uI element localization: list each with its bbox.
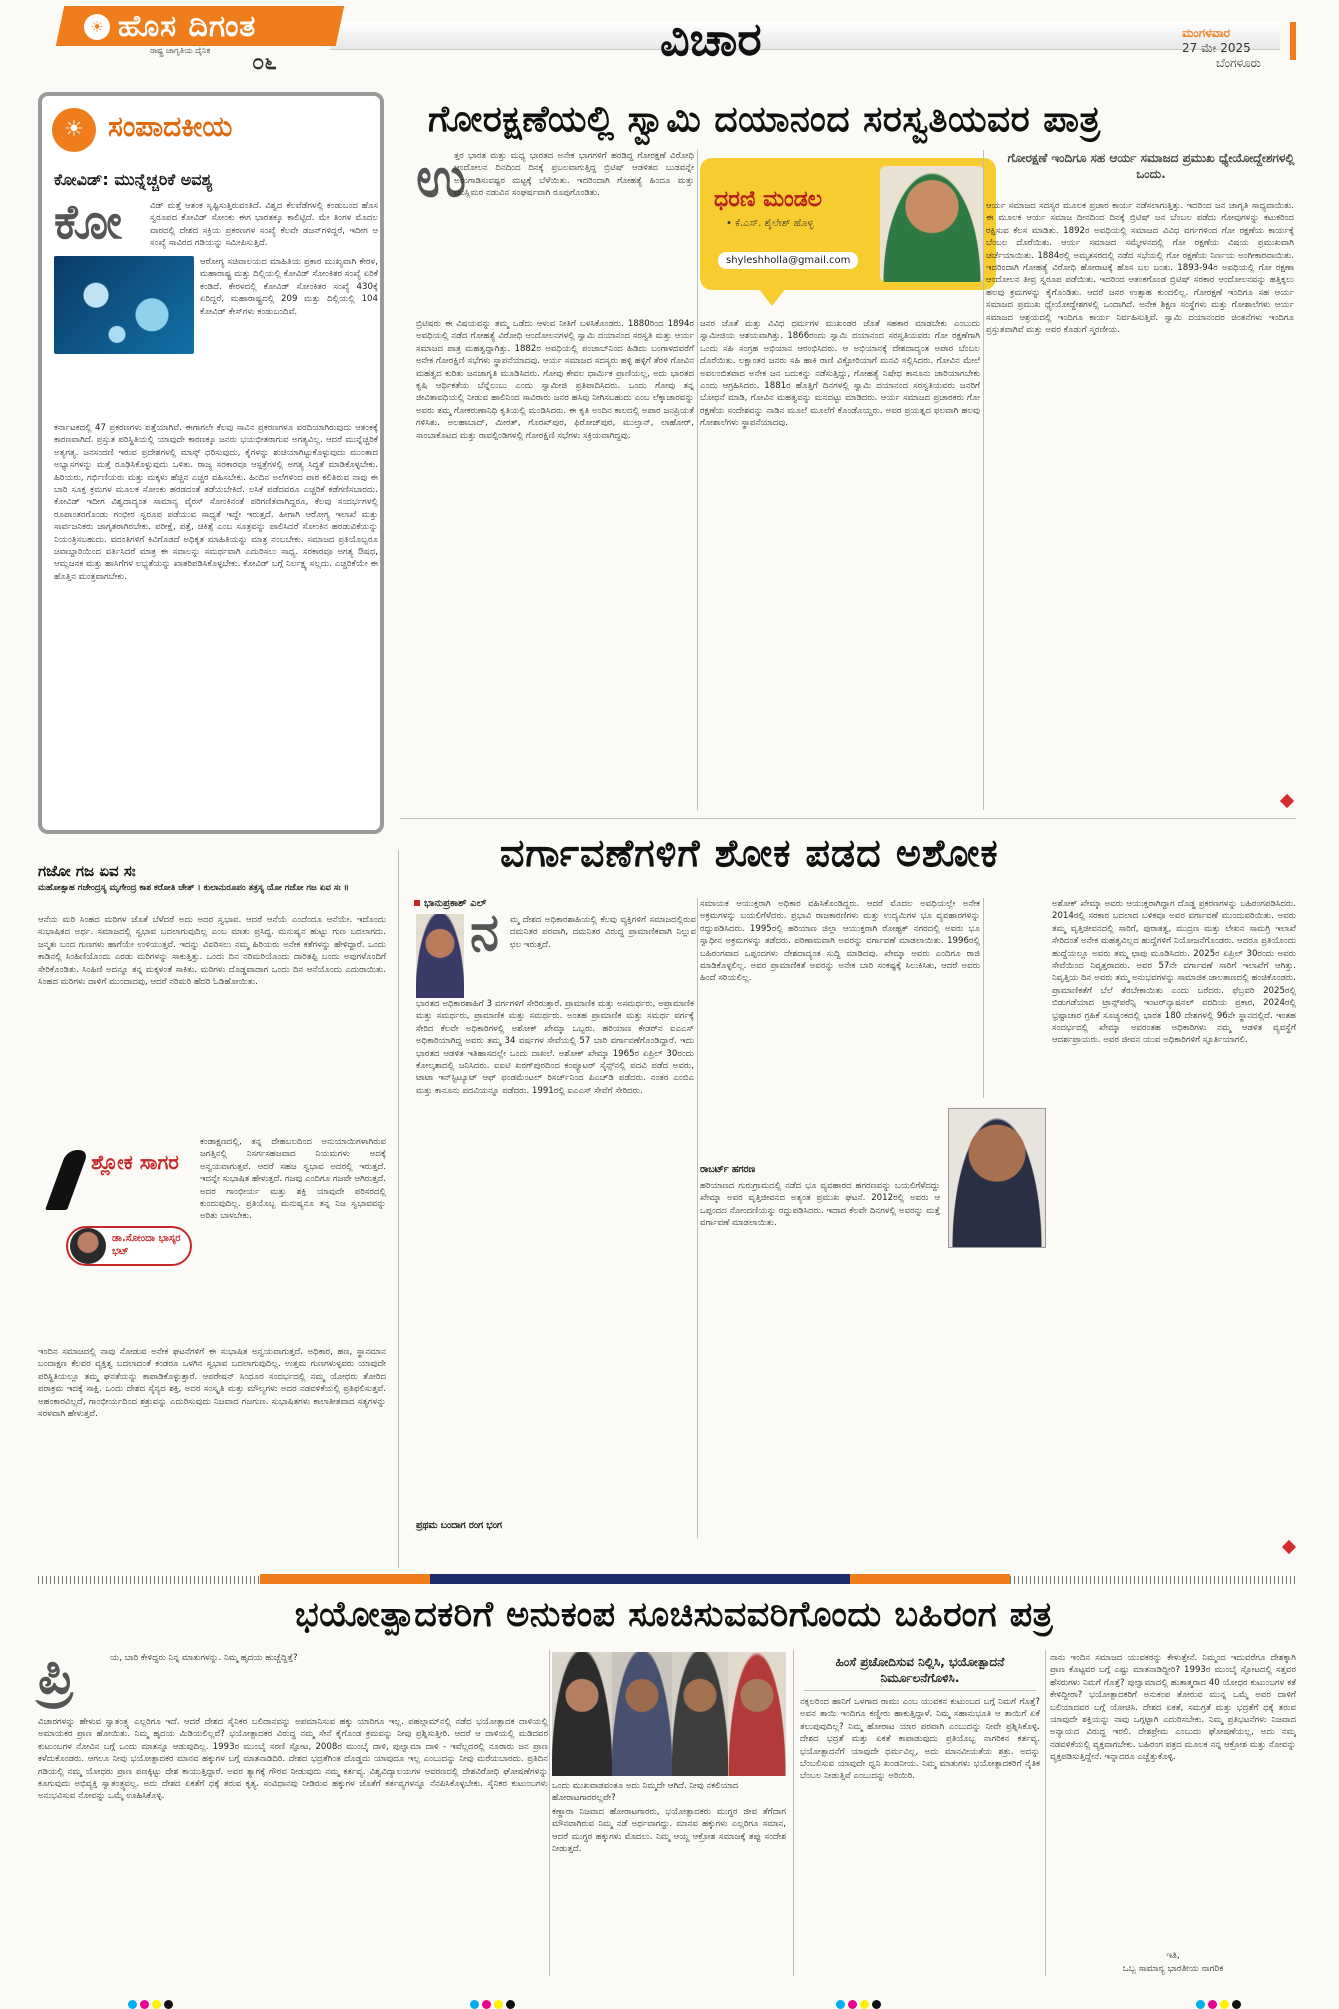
article1-col-b: ಬ್ರಿಟಿಷರು ಈ ವಿಷಯವನ್ನು ತಮ್ಮ ಒಡೆದು ಆಳುವ ನೀತಿಗೆ ಬಳಸಿಕೊಂಡರು. 1880ರಿಂದ 1894ರ ಅವಧಿಯಲ್ಲಿ ನಡೆದ ಗೋಹತ್ಯೆ ವಿರೋಧಿ ಆಂದೋಲನಗಳಲ್ಲಿ ಸ್ವಾಮಿ ದಯಾನಂದ ಸರಸ್ವತಿ ಮತ್ತು ಆರ್ಯ ಸಮಾಜದ ಪಾತ್ರ ಮಹತ್ವದ್ದಾಗಿತ್ತು. 1882ರ ಅವಧಿಯಲ್ಲಿ ಪಂಜಾಬ್‌ನಿಂದ ಹಿಡಿದು ಬಂಗಾಳದವರೆಗೆ ಅನೇಕ ಗೋರಕ್ಷಿಣಿ ಸಭೆಗಳು ಸ್ಥಾಪನೆಯಾದವು. ಆರ್ಯ ಸಮಾಜದ ಸದಸ್ಯರು ಹಳ್ಳಿ ಹಳ್ಳಿಗೆ ತೆರಳಿ ಗೋವಿನ ಮಹತ್ವದ ಕುರಿತು ಜನಜಾಗೃತಿ ಮೂಡಿಸಿದರು. ಗೋವು ಕೇವಲ ಧಾರ್ಮಿಕ ಪ್ರಾಣಿಯಲ್ಲ, ಅದು ಭಾರತದ ಕೃಷಿ ಆರ್ಥಿಕತೆಯ ಬೆನ್ನೆಲುಬು ಎಂದು ಸ್ವಾಮೀಜಿ ಪ್ರತಿಪಾದಿಸಿದರು. ಒಂದು ಗೋವು ತನ್ನ ಜೀವಿತಾವಧಿಯಲ್ಲಿ ನೀಡುವ ಹಾಲಿನಿಂದ ಸಾವಿರಾರು ಜನರ ಹಸಿವು ನೀಗಿಸಬಹುದು ಎಂಬ ಲೆಕ್ಕಾಚಾರವನ್ನು ಅವರು ತಮ್ಮ ಗೋಕರುಣಾನಿಧಿ ಕೃತಿಯಲ್ಲಿ ಮಂಡಿಸಿದರು. ಈ ಕೃತಿ ಅಂದಿನ ಕಾಲದಲ್ಲಿ ಅಪಾರ ಜನಪ್ರಿಯತೆ ಗಳಿಸಿತು. ಅಲಹಾಬಾದ್, ಮೀರತ್, ಗೊರಖ್‌ಪುರ, ಫಿರೋಜ್‌ಪುರ, ಮುಲ್ತಾನ್, ಲಾಹೋರ್, ಸಾಂಬಾಕೊಟದ ಮತ್ತು ರಾವಲ್ಪಿಂಡಿಗಳಲ್ಲಿ ಗೋರಕ್ಷಿಣಿ ಸಭೆಗಳು ಸಕ್ರಿಯವಾಗಿದ್ದವು. — [416, 319, 694, 441]
gajagaja-headline: ಗಜೋ ಗಜ ಏವ ಸಃ — [38, 862, 136, 880]
article2-headline: ವರ್ಗಾವಣೆಗಳಿಗೆ ಶೋಕ ಪಡದ ಅಶೋಕ — [500, 830, 999, 875]
gajagaja-para-1: ಆನೆಯ ಮರಿ ಸಿಂಹದ ಮರಿಗಳ ಜೊತೆ ಬೆಳೆದರೆ ಅದು ಅದರ ಸ್ವಭಾವ. ಆದರೆ ಆನೆಯೆ ಎಂದೆಂದೂ ಆನೆಯೇ. ಇದೊಂದು ಸುಭಾಷಿತದ ಅರ್ಥ. ಸಮಾಜದಲ್ಲಿ ಸ್ವಭಾವ ಬದಲಾಗುವುದಿಲ್ಲ ಎಂಬ ಮಾತು ಪ್ರಸಿದ್ಧ. ಮನುಷ್ಯನ ಹುಟ್ಟು ಗುಣ ಬದಲಾಗದು. ಜನ್ಮತಃ ಬಂದ ಗುಣಗಳು ಹಾಗೆಯೇ ಉಳಿಯುತ್ತವೆ. ಇದನ್ನು ವಿವರಿಸಲು ನಮ್ಮ ಹಿರಿಯರು ಅನೇಕ ಕತೆಗಳನ್ನು ಹೇಳಿದ್ದಾರೆ. ಒಂದು ಕಾಡಿನಲ್ಲಿ ಸಿಂಹಿಣಿಯೊಂದು ಎರಡು ಮರಿಗಳನ್ನು ಸಾಕುತ್ತಿತ್ತು. ಒಂದು ದಿನ ನರಿಮರಿಯೊಂದು ದಾರಿತಪ್ಪಿ ಬಂದು ಅವುಗಳೊಂದಿಗೆ ಸೇರಿಕೊಂಡಿತು. ಸಿಂಹಿಣಿ ಅದನ್ನೂ ತನ್ನ ಮಕ್ಕಳಂತೆ ಸಾಕಿತು. ಮರಿಗಳು ದೊಡ್ಡವಾದಾಗ ಒಂದು ದಿನ ಆನೆಯೊಂದು ಎದುರಾಯಿತು. ಸಿಂಹದ ಮರಿಗಳು ದಾಳಿಗೆ ಮುಂದಾದವು, ಆದರೆ ನರಿಮರಿ ಹೆದರಿ ಓಡಿಹೋಯಿತು. — [38, 915, 386, 988]
article3-col-a: ಯ, ಬಾರಿ ಕೇಳಿದ್ದರು ನಿನ್ನ ಮಾತುಗಳನ್ನು. ನಿಮ್ಮ ಹೃದಯ ಹುಚ್ಚೆದ್ದಿತ್ತೆ? — [110, 1653, 298, 1663]
masthead-band — [330, 22, 1280, 50]
author-photo — [880, 166, 984, 282]
divider — [983, 898, 984, 1098]
article3-headline: ಭಯೋತ್ಪಾದಕರಿಗೆ ಅನುಕಂಪ ಸೂಚಿಸುವವರಿಗೊಂದು ಬಹಿರಂಗ ಪತ್ರ — [294, 1594, 1054, 1635]
registration-marks — [128, 1994, 188, 2004]
article1-dropcap: ಉ — [416, 146, 467, 209]
divider — [549, 1650, 550, 1976]
masthead-accent — [1290, 22, 1296, 60]
divider — [793, 1650, 794, 1976]
registration-marks — [1196, 1994, 1256, 2004]
date: 27 ಮೇ 2025 — [1182, 41, 1251, 55]
logo-tagline: ರಾಷ್ಟ್ರ ಜಾಗೃತಿಯ ದೈನಿಕ — [150, 46, 211, 55]
article3-dropcap: ಪ್ರಿ — [38, 1646, 74, 1706]
editorial-para-3: ಕರ್ನಾಟಕದಲ್ಲಿ 47 ಪ್ರಕರಣಗಳು ಪತ್ತೆಯಾಗಿವೆ. ಈಗಾಗಲೇ ಕೆಲವು ಸಾವಿನ ಪ್ರಕರಣಗಳೂ ವರದಿಯಾಗಿರುವುದು ಆತಂಕಕ್ಕೆ ಕಾರಣವಾಗಿದೆ. ಪ್ರಸ್ತುತ ಪರಿಸ್ಥಿತಿಯಲ್ಲಿ ಯಾವುದೇ ಕಾರಣಕ್ಕೂ ಜನರು ಭಯಭೀತರಾಗುವ ಅಗತ್ಯವಿಲ್ಲ. ಆದರೆ ಮುನ್ನೆಚ್ಚರಿಕೆ ಅತ್ಯಗತ್ಯ. ಜನಸಂದಣಿ ಇರುವ ಪ್ರದೇಶಗಳಲ್ಲಿ ಮಾಸ್ಕ್ ಧರಿಸುವುದು, ಕೈಗಳನ್ನು ಶುಚಿಯಾಗಿಟ್ಟುಕೊಳ್ಳುವುದು ಮುಂತಾದ ಅಭ್ಯಾಸಗಳನ್ನು ಮತ್ತೆ ರೂಢಿಸಿಕೊಳ್ಳುವುದು ಒಳಿತು. ರಾಜ್ಯ ಸರಕಾರವೂ ಆಸ್ಪತ್ರೆಗಳಲ್ಲಿ ಅಗತ್ಯ ಸಿದ್ಧತೆ ಮಾಡಿಕೊಳ್ಳಬೇಕು. ಹಿರಿಯರು, ಗರ್ಭಿಣಿಯರು ಮತ್ತು ಮಕ್ಕಳು ಹೆಚ್ಚಿನ ಎಚ್ಚರ ವಹಿಸಬೇಕು. ಹಿಂದಿನ ಅಲೆಗಳಿಂದ ಪಾಠ ಕಲಿತಿರುವ ನಾವು ಈ ಬಾರಿ ಸೂಕ್ತ ಕ್ರಮಗಳ ಮೂಲಕ ಸೋಂಕು ಹರಡದಂತೆ ತಡೆಯಬೇಕಿದೆ. ಲಸಿಕೆ ಪಡೆದವರೂ ಎಚ್ಚರಿಕೆ ಕಡೆಗಣಿಸಬಾರದು. ಕೋವಿಡ್ ಇದೀಗ ವಿಶ್ವದಾದ್ಯಂತ ಸಾಮಾನ್ಯ ವೈರಸ್ ಸೋಂಕಿನಂತೆ ಪರಿಗಣಿತವಾಗಿದ್ದರೂ, ಕೆಲವು ಸಂದರ್ಭಗಳಲ್ಲಿ ರೂಪಾಂತರಗೊಂಡು ಗಂಭೀರ ಸ್ವರೂಪ ಪಡೆಯುವ ಸಾಧ್ಯತೆ ಇದ್ದೇ ಇರುತ್ತದೆ. ಹೀಗಾಗಿ ಆರೋಗ್ಯ ಇಲಾಖೆ ಮತ್ತು ಸಾರ್ವಜನಿಕರು ಜಾಗೃತರಾಗಿರಬೇಕು. ಪರೀಕ್ಷೆ, ಪತ್ತೆ, ಚಿಕಿತ್ಸೆ ಎಂಬ ಸೂತ್ರವನ್ನು ಪಾಲಿಸಿದರೆ ಸೋಂಕಿನ ಹರಡುವಿಕೆಯನ್ನು ನಿಯಂತ್ರಿಸಬಹುದು. ವದಂತಿಗಳಿಗೆ ಕಿವಿಗೊಡದೆ ಅಧಿಕೃತ ಮಾಹಿತಿಯನ್ನು ಮಾತ್ರ ನಂಬಬೇಕು. ಸಮಾಜದ ಪ್ರತಿಯೊಬ್ಬರೂ ಜವಾಬ್ದಾರಿಯಿಂದ ವರ್ತಿಸಿದರೆ ಮಾತ್ರ ಈ ಸವಾಲನ್ನು ಸಮರ್ಥವಾಗಿ ಎದುರಿಸಲು ಸಾಧ್ಯ. ಸರಕಾರವೂ ಅಗತ್ಯ ಔಷಧ, ಆಮ್ಲಜನಕ ಮತ್ತು ಹಾಸಿಗೆಗಳ ಲಭ್ಯತೆಯನ್ನು ಖಾತರಿಪಡಿಸಿಕೊಳ್ಳಬೇಕು. ಕೋವಿಡ್ ಬಗ್ಗೆ ನಿರ್ಲಕ್ಷ್ಯ ಸಲ್ಲದು. ಎಚ್ಚರಿಕೆಯೇ ಈ ಹೊತ್ತಿನ ಮಂತ್ರವಾಗಬೇಕು. — [54, 423, 378, 582]
article1-deck: ಗೋರಕ್ಷಣೆ ಇಂದಿಗೂ ಸಹ ಆರ್ಯ ಸಮಾಜದ ಪ್ರಮುಖ ಧ್ಯೇಯೋದ್ದೇಶಗಳಲ್ಲಿ ಒಂದು. — [1007, 151, 1295, 181]
page-number: ೦೬ — [252, 50, 277, 75]
divider — [804, 1690, 1036, 1691]
newspaper-logo: ಹೊಸ ದಿಗಂತ — [118, 9, 257, 44]
person-photo-3 — [672, 1652, 728, 1776]
article3-col-e: ನಾನು ಇಂದಿನ ಸಮಾಜದ ಯುವಕರನ್ನು ಕೇಳುತ್ತೇನೆ. ನಿಮ್ಮಂದ ಇದುವರೆಗೂ ದೇಶಕ್ಕಾಗಿ ಪ್ರಾಣ ಕೊಟ್ಟವರ ಬಗ್ಗೆ ಎಷ್ಟು ಮಾತನಾಡಿದ್ದೀರಿ? 1993ರ ಮುಂಬೈ ಸ್ಫೋಟದಲ್ಲಿ ಸತ್ತವರ ಹೆಸರುಗಳು ನಿಮಗೆ ಗೊತ್ತೆ? ಪುಲ್ವಾಮಾದಲ್ಲಿ ಹುತಾತ್ಮರಾದ 40 ಯೋಧರ ಕುಟುಂಬಗಳ ಕತೆ ಕೇಳಿದ್ದೀರಾ? ಭಯೋತ್ಪಾದಕರಿಗೆ ಅನುಕಂಪ ತೋರುವ ಮುನ್ನ ಒಮ್ಮೆ ಅವರ ದಾಳಿಗೆ ಬಲಿಯಾದವರ ಬಗ್ಗೆ ಯೋಚಿಸಿ. ದೇಶದ ಏಕತೆ, ಸಮಗ್ರತೆ ಮತ್ತು ಭದ್ರತೆಗೆ ಧಕ್ಕೆ ತರುವ ಯಾವುದೇ ಶಕ್ತಿಯನ್ನು ನಾವು ಒಗ್ಗಟ್ಟಾಗಿ ಎದುರಿಸಬೇಕು. ನಿಮ್ಮ ಪ್ರತಿಭಟನೆಗಳು ನಿಜವಾದ ಅನ್ಯಾಯದ ವಿರುದ್ಧ ಇರಲಿ. ದೇಶಪ್ರೇಮ ಎಂಬುದು ಘೋಷಣೆಯಲ್ಲ, ಅದು ನಮ್ಮ ನಡವಳಿಕೆಯಲ್ಲಿ ವ್ಯಕ್ತವಾಗಬೇಕು. ಬಹಿರಂಗ ಪತ್ರದ ಮೂಲಕ ನನ್ನ ಆಕ್ರೋಶ ಮತ್ತು ನೋವನ್ನು ವ್ಯಕ್ತಪಡಿಸುತ್ತಿದ್ದೇನೆ. ಇನ್ನಾದರೂ ಎಚ್ಚೆತ್ತುಕೊಳ್ಳಿ. — [1050, 1653, 1296, 1763]
article3-photos — [552, 1652, 786, 1776]
article3-signature — [1050, 1950, 1296, 1976]
article2-byline: ಭಾನುಪ್ರಕಾಶ್ ಎಲ್ — [414, 898, 486, 909]
article1-headline: ಗೋರಕ್ಷಣೆಯಲ್ಲಿ ಸ್ವಾಮಿ ದಯಾನಂದ ಸರಸ್ವತಿಯವರ ಪಾತ್ರ — [428, 98, 1101, 140]
gajagaja-para-2: ಕಂಡಾಕ್ಷಣದಲ್ಲಿ, ತನ್ನ ದೇಹಬಲದಿಂದ ಅನುಯಾಯಿಗಳಾಗಿರುವ ಜಗತ್ತಿನಲ್ಲಿ ನಿಸರ್ಗಸಹಜವಾದ ನಿಯಮಗಳು ಅದಕ್ಕೆ ಅನ್ವಯವಾಗುತ್ತವೆ. ಆದರೆ ಸಹಜ ಸ್ವಭಾವ ಅದರಲ್ಲಿ ಇರುತ್ತದೆ. ಇದನ್ನೇ ಸುಭಾಷಿತ ಹೇಳುತ್ತದೆ. ಗಜವು ಎಂದಿಗೂ ಗಜವೇ ಆಗಿರುತ್ತದೆ. ಅದರ ಗಾಂಭೀರ್ಯ ಮತ್ತು ಶಕ್ತಿ ಯಾವುದೇ ಪರಿಸರದಲ್ಲಿ ಕುಂದುವುದಿಲ್ಲ. ಪ್ರತಿಯೊಬ್ಬ ಮನುಷ್ಯನೂ ತನ್ನ ನಿಜ ಸ್ವಭಾವವನ್ನು ಅರಿತು ಬಾಳಬೇಕು. — [200, 1137, 386, 1222]
editorial-title: ಕೋವಿಡ್: ಮುನ್ನೆಚ್ಚರಿಕೆ ಅವಶ್ಯ — [54, 170, 213, 189]
city: ಬೆಂಗಳೂರು — [1216, 56, 1261, 70]
registration-marks — [470, 1994, 530, 2004]
weekday: ಮಂಗಳವಾರ — [1182, 26, 1231, 40]
article1-col-c: ಜನರ ಜೊತೆ ಮತ್ತು ವಿವಿಧ ಧರ್ಮಗಳ ಮುಖಂಡರ ಜೊತೆ ಸಹಕಾರ ಮಾಡಬೇಕು ಎಂಬುದು ಸ್ವಾಮೀಜಿಯ ಆಶಯವಾಗಿತ್ತು. 1866ರಂದು ಸ್ವಾಮಿ ದಯಾನಂದ ಸರಸ್ವತಿಯವರು ಗೋ ರಕ್ಷಣೆಗಾಗಿ ಒಂದು ಸಹಿ ಸಂಗ್ರಹ ಅಭಿಯಾನ ಆರಂಭಿಸಿದರು. ಆ ಅಭಿಯಾನಕ್ಕೆ ದೇಶದಾದ್ಯಂತ ಅಪಾರ ಬೆಂಬಲ ದೊರೆಯಿತು. ಲಕ್ಷಾಂತರ ಜನರು ಸಹಿ ಹಾಕಿ ರಾಣಿ ವಿಕ್ಟೋರಿಯಾಗೆ ಮನವಿ ಸಲ್ಲಿಸಿದರು. ಗೋವಿನ ಮೇಲೆ ಅವಲಂಬಿತವಾದ ಅನೇಕ ಜನ ಬದುಕನ್ನು ನಡೆಸುತ್ತಿದ್ದು, ಗೋಹತ್ಯೆ ನಿಷೇಧ ಕಾನೂನು ಜಾರಿಯಾಗಬೇಕು ಎಂದು ಆಗ್ರಹಿಸಿದರು. 1881ರ ಹೊತ್ತಿಗೆ ದಿನಗಳಲ್ಲಿ ಸ್ವಾಮಿ ದಯಾನಂದ ಸರಸ್ವತಿಯವರು ಜನರಿಗೆ ಬೋಧನೆ ಮಾಡಿ, ಗೋವಿನ ಮಹತ್ವವನ್ನು ಮನದಟ್ಟು ಮಾಡಿದರು. ಆರ್ಯ ಸಮಾಜದ ಪ್ರಚಾರಕರು ಗೋ ರಕ್ಷಣೆಯ ಸಂದೇಶವನ್ನು ನಾಡಿನ ಮೂಲೆ ಮೂಲೆಗೆ ಕೊಂಡೊಯ್ದರು. ಅವರ ಪ್ರಯತ್ನದ ಫಲವಾಗಿ ಹಲವು ಗೋಶಾಲೆಗಳು ಸ್ಥಾಪನೆಯಾದವು. — [700, 319, 980, 429]
article2-col-d: ಅಶೋಕ್ ಖೇಮ್ಕಾ ಅವರು ಆಯುಕ್ತರಾಗಿದ್ದಾಗ ದೊಡ್ಡ ಪ್ರಕರಣಗಳನ್ನು ಬಹಿರಂಗಪಡಿಸಿದರು. 2014ರಲ್ಲಿ ಸರಕಾರ ಬದಲಾದ ಬಳಿಕವೂ ಅವರ ವರ್ಗಾವಣೆ ಮುಂದುವರಿಯಿತು. ಅವರು ತಮ್ಮ ವೃತ್ತಿಜೀವನದಲ್ಲಿ ಸಾರಿಗೆ, ಪುರಾತತ್ವ, ಮುದ್ರಣ ಮತ್ತು ಲೇಖನ ಸಾಮಗ್ರಿ ಇಲಾಖೆ ಸೇರಿದಂತೆ ಅನೇಕ ಮಹತ್ವವಿಲ್ಲದ ಹುದ್ದೆಗಳಿಗೆ ನಿಯೋಜನೆಗೊಂಡರು. ಆದರೂ ಪ್ರತಿಯೊಂದು ಹುದ್ದೆಯಲ್ಲೂ ಅವರು ತಮ್ಮ ಛಾಪು ಮೂಡಿಸಿದರು. 2025ರ ಏಪ್ರಿಲ್ 30ರಂದು ಅವರು ಸೇವೆಯಿಂದ ನಿವೃತ್ತರಾದರು. ಅವರ 57ನೇ ವರ್ಗಾವಣೆ ಸಾರಿಗೆ ಇಲಾಖೆಗೆ ಆಗಿತ್ತು. ನಿವೃತ್ತಿಯ ದಿನ ಅವರು ತಮ್ಮ ಅನುಭವಗಳನ್ನು ಸಾಮಾಜಿಕ ಜಾಲತಾಣದಲ್ಲಿ ಹಂಚಿಕೊಂಡರು. ಪ್ರಾಮಾಣಿಕತೆಗೆ ಬೆಲೆ ತೆರಬೇಕಾಯಿತು ಎಂದು ಬರೆದರು. ಫೆಬ್ರವರಿ 2025ರಲ್ಲಿ ಬಿಡುಗಡೆಯಾದ ಟ್ರಾನ್ಸ್‌ಪರೆನ್ಸಿ ಇಂಟರ್‌ನ್ಯಾಷನಲ್ ವರದಿಯ ಪ್ರಕಾರ, 2024ರಲ್ಲಿ ಭ್ರಷ್ಟಾಚಾರ ಗ್ರಹಿಕೆ ಸೂಚ್ಯಂಕದಲ್ಲಿ ಭಾರತ 180 ದೇಶಗಳಲ್ಲಿ 96ನೇ ಸ್ಥಾನದಲ್ಲಿದೆ. ಇಂತಹ ಸಂದರ್ಭದಲ್ಲಿ ಖೇಮ್ಕಾ ಅವರಂತಹ ಅಧಿಕಾರಿಗಳು ನಮ್ಮ ಆಡಳಿತ ವ್ಯವಸ್ಥೆಗೆ ಆದರ್ಶಪ್ರಾಯರು. ಅವರ ಜೀವನ ಯುವ ಅಧಿಕಾರಿಗಳಿಗೆ ಸ್ಫೂರ್ತಿಯಾಗಲಿ. — [1052, 899, 1296, 1046]
article2-end-mark-icon — [1282, 1540, 1296, 1554]
editorial-label: ಸಂಪಾದಕೀಯ — [108, 110, 233, 143]
editorial-box — [38, 92, 384, 834]
article3-col-d: ನಕ್ಸಲರಿಂದ ಹಾನಿಗೆ ಒಳಗಾದ ರಾಮು ಎಂಬ ಯುವಕನ ಕುಟುಂಬದ ಬಗ್ಗೆ ನಿಮಗೆ ಗೊತ್ತೆ? ಅವನ ತಾಯಿ ಇಂದಿಗೂ ಕಣ್ಣೀರು ಹಾಕುತ್ತಿದ್ದಾಳೆ. ನಿಮ್ಮ ಸಹಾನುಭೂತಿ ಆ ತಾಯಿಗೆ ಏಕೆ ತಲುಪುವುದಿಲ್ಲ? ನಿಮ್ಮ ಹೋರಾಟ ಯಾರ ಪರವಾಗಿ ಎಂಬುದನ್ನು ನೀವೇ ಪ್ರಶ್ನಿಸಿಕೊಳ್ಳಿ. ದೇಶದ ಭದ್ರತೆ ಮತ್ತು ಏಕತೆ ಕಾಪಾಡುವುದು ಪ್ರತಿಯೊಬ್ಬ ನಾಗರಿಕನ ಕರ್ತವ್ಯ. ಭಯೋತ್ಪಾದನೆಗೆ ಯಾವುದೇ ಧರ್ಮವಿಲ್ಲ, ಅದು ಮಾನವೀಯತೆಯ ಶತ್ರು. ಅದನ್ನು ಬೆಂಬಲಿಸುವ ಯಾವುದೇ ಧ್ವನಿ ಖಂಡನೀಯ. ನಿಮ್ಮ ಮಾತುಗಳು ಭಯೋತ್ಪಾದಕರಿಗೆ ನೈತಿಕ ಬೆಂಬಲ ನೀಡುತ್ತಿವೆ ಎಂಬುದನ್ನು ಅರಿಯಿರಿ. — [800, 1697, 1040, 1782]
gajagaja-verse: ಮಹೋತ್ಸಾಹ ಗಜೇಂದ್ರಸ್ಯ ಮೃಗೇಂದ್ರ ಕಾಶ ಕರೋತಿ ಚೇತ್ । ಕುಲಾನುರೂಪಂ ತತ್ರಸ್ಯ ಯೋ ಗಜೋ ಗಜ ಏವ ಸಃ ॥ — [38, 883, 349, 893]
divider — [983, 150, 984, 810]
column-name: ಧರಣಿ ಮಂಡಲ — [714, 186, 823, 212]
divider — [1045, 1650, 1046, 1976]
article3-col-b: ವಿಚಾರಗಳನ್ನು ಹೇಳುವ ಸ್ವಾತಂತ್ರ್ಯ ಎಲ್ಲರಿಗೂ ಇದೆ. ಆದರೆ ದೇಶದ ಸೈನಿಕರ ಬಲಿದಾನವನ್ನು ಅಪಮಾನಿಸುವ ಹಕ್ಕು ಯಾರಿಗೂ ಇಲ್ಲ. ಪಹಲ್ಗಾಮ್‌ನಲ್ಲಿ ನಡೆದ ಭಯೋತ್ಪಾದಕ ದಾಳಿಯಲ್ಲಿ ಅಮಾಯಕರ ಪ್ರಾಣ ಹೋಯಿತು. ನಿಮ್ಮ ಹೃದಯ ಮಿಡಿಯಲಿಲ್ಲವೆ? ಭಯೋತ್ಪಾದಕರ ವಿರುದ್ಧ ನಮ್ಮ ಸೇನೆ ಕೈಗೊಂಡ ಕ್ರಮವನ್ನು ನೀವು ಪ್ರಶ್ನಿಸುತ್ತೀರಿ. ಆದರೆ ಆ ದಾಳಿಯಲ್ಲಿ ಮಡಿದವರ ಕುಟುಂಬಗಳ ನೋವಿನ ಬಗ್ಗೆ ಒಂದು ಮಾತನ್ನೂ ಆಡುವುದಿಲ್ಲ. 1993ರ ಮುಂಬೈ ಸರಣಿ ಸ್ಫೋಟ, 2008ರ ಮುಂಬೈ ದಾಳಿ, ಪುಲ್ವಾಮಾ ದಾಳಿ - ಇವೆಲ್ಲದರಲ್ಲಿ ನೂರಾರು ಜನ ಪ್ರಾಣ ಕಳೆದುಕೊಂಡರು. ಆಗಲೂ ನೀವು ಭಯೋತ್ಪಾದಕರ ಮಾನವ ಹಕ್ಕುಗಳ ಬಗ್ಗೆ ಮಾತನಾಡಿದಿರಿ. ದೇಶದ ಭದ್ರತೆಗಿಂತ ದೊಡ್ಡದು ಯಾವುದೂ ಇಲ್ಲ ಎಂಬುದನ್ನು ನೀವು ಮರೆಯಬಾರದು. ಪ್ರತಿದಿನ ಗಡಿಯಲ್ಲಿ ನಮ್ಮ ಯೋಧರು ಪ್ರಾಣ ಪಣಕ್ಕಿಟ್ಟು ದೇಶ ಕಾಯುತ್ತಿದ್ದಾರೆ. ಅವರ ತ್ಯಾಗಕ್ಕೆ ಗೌರವ ನೀಡುವುದು ನಮ್ಮ ಕರ್ತವ್ಯ. ವಿಶ್ವವಿದ್ಯಾಲಯಗಳ ಆವರಣದಲ್ಲಿ ದೇಶವಿರೋಧಿ ಘೋಷಣೆಗಳನ್ನು ಕೂಗುವುದು ಅಭಿವ್ಯಕ್ತಿ ಸ್ವಾತಂತ್ರ್ಯವಲ್ಲ. ಅದು ದೇಶದ ಏಕತೆಗೆ ಧಕ್ಕೆ ತರುವ ಕೃತ್ಯ. ಸಂವಿಧಾನವು ನೀಡಿರುವ ಹಕ್ಕುಗಳ ಜೊತೆಗೆ ಕರ್ತವ್ಯಗಳನ್ನೂ ನೆನಪಿಸಿಕೊಳ್ಳಬೇಕು. ಸೈನಿಕರ ಕುಟುಂಬಗಳು ಅನುಭವಿಸುವ ನೋವನ್ನು ಒಮ್ಮೆ ಊಹಿಸಿಕೊಳ್ಳಿ. — [38, 1717, 548, 1802]
shloka-author-name: ಡಾ.ಸೋಂದಾ ಭಾಸ್ಕರ ಭಟ್ — [112, 1233, 181, 1257]
editorial-emblem-icon: ☀ — [52, 108, 96, 152]
article1-col-e: ಆರ್ಯ ಸಮಾಜದ ಸದಸ್ಯರ ಮೂಲಕ ಪ್ರಚಾರ ಕಾರ್ಯ ನಡೆಸಲಾಗುತ್ತಿತ್ತು. ಇದರಿಂದ ಜನ ಜಾಗೃತಿ ಸಾಧ್ಯವಾಯಿತು. ಈ ಮೂಲಕ ಆರ್ಯ ಸಮಾಜ ದೀನದಿಂದ ದಿನಕ್ಕೆ ಬ್ರಿಟಿಷ್ ಜನ ಬೆಂಬಲ ಪಡೆದು ಗೋವುಗಳನ್ನು ಕಟುಕರಿಂದ ರಕ್ಷಿಸುವ ಕೆಲಸ ಮಾಡಿತು. 1892ರ ಅವಧಿಯಲ್ಲಿ ಸಮಾಜದ ವಿವಿಧ ವರ್ಗಗಳಿಂದ ಗೋ ರಕ್ಷಣೆಯ ಕಾರ್ಯಕ್ಕೆ ಬೆಂಬಲ ದೊರೆಯಿತು. ಆರ್ಯ ಸಮಾಜದ ಸಮ್ಮೇಳನದಲ್ಲಿ ಗೋ ರಕ್ಷಣೆಯ ವಿಷಯ ಪ್ರಮುಖವಾಗಿ ಚರ್ಚೆಯಾಯಿತು. 1884ರಲ್ಲಿ ಅಮೃತಸರದಲ್ಲಿ ನಡೆದ ಸಭೆಯಲ್ಲಿ ಗೋ ರಕ್ಷಣೆಯ ನಿರ್ಣಯ ಅಂಗೀಕಾರವಾಯಿತು. ಇದರಿಂದಾಗಿ ಗೋಹತ್ಯೆ ವಿರೋಧಿ ಹೋರಾಟಕ್ಕೆ ಹೊಸ ಬಲ ಬಂತು. 1893-94ರ ಅವಧಿಯಲ್ಲಿ ಗೋ ರಕ್ಷಣಾ ಆಂದೋಲನ ತೀವ್ರ ಸ್ವರೂಪ ಪಡೆಯಿತು. ಇದರಿಂದ ಆತಂಕಗೊಂಡ ಬ್ರಿಟಿಷ್ ಸರಕಾರ ಆಂದೋಲನವನ್ನು ಹತ್ತಿಕ್ಕಲು ಹಲವು ಕ್ರಮಗಳನ್ನು ಕೈಗೊಂಡಿತು. ಆದರೆ ಜನರ ಉತ್ಸಾಹ ಕುಂದಲಿಲ್ಲ. ಗೋರಕ್ಷಣೆ ಇಂದಿಗೂ ಸಹ ಆರ್ಯ ಸಮಾಜದ ಪ್ರಮುಖ ಧ್ಯೇಯೋದ್ದೇಶಗಳಲ್ಲಿ ಒಂದಾಗಿದೆ. ಅನೇಕ ಶಿಕ್ಷಣ ಸಂಸ್ಥೆಗಳು ಮತ್ತು ಗೋಶಾಲೆಗಳು ಆರ್ಯ ಸಮಾಜದ ಆಶ್ರಯದಲ್ಲಿ ಇಂದಿಗೂ ಕಾರ್ಯ ನಿರ್ವಹಿಸುತ್ತಿವೆ. ಸ್ವಾಮಿ ದಯಾನಂದರ ಚಿಂತನೆಗಳು ಇಂದಿಗೂ ಪ್ರಸ್ತುತವಾಗಿವೆ ಮತ್ತು ಅವರ ಕೊಡುಗೆ ಸ್ಮರಣೀಯ. — [986, 201, 1294, 336]
article3-col-c: ಕಣ್ಣಾರಾ ನಿಜವಾದ ಹೋರಾಟಗಾರರು, ಭಯೋತ್ಪಾದಕರು ಮುಗ್ಧರ ಜೀವ ತೆಗೆದಾಗ ಮೌನವಾಗಿರುವ ನಿಮ್ಮ ನಡೆ ಅರ್ಥವಾಗದ್ದು. ಮಾನವ ಹಕ್ಕುಗಳು ಎಲ್ಲರಿಗೂ ಸಮಾನ, ಆದರೆ ಮುಗ್ಧರ ಹಕ್ಕುಗಳು ಮೊದಲು. ನಿಮ್ಮ ಆಯ್ದ ಆಕ್ರೋಶ ಸಮಾಜಕ್ಕೆ ತಪ್ಪು ಸಂದೇಶ ನೀಡುತ್ತದೆ. — [552, 1807, 786, 1855]
registration-marks — [836, 1994, 896, 2004]
article3-photo-caption: ಒಂದು ಮುಖವಾಡವಂತೂ ಅದು ನಿಮ್ಮದೇ ಆಗಿದೆ. ನೀವು ನಕಲಿಯಾದ ಹೋರಾಟಗಾರರಲ್ಲವೇ? — [552, 1781, 739, 1803]
divider — [400, 818, 1296, 819]
person-photo-2 — [612, 1652, 672, 1776]
section-title: ವಿಚಾರ — [660, 12, 762, 66]
article2-col-c: ಸಮಾಯಕ ಆಯುಕ್ತರಾಗಿ ಅಧಿಕಾರ ವಹಿಸಿಕೊಂಡಿದ್ದರು. ಆದರೆ ಮೊದಲ ಅವಧಿಯಲ್ಲೇ ಅನೇಕ ಅಕ್ರಮಗಳನ್ನು ಬಯಲಿಗೆಳೆದರು. ಪ್ರಭಾವಿ ರಾಜಕಾರಣಿಗಳು ಮತ್ತು ಉದ್ಯಮಿಗಳ ಭೂ ವ್ಯವಹಾರಗಳನ್ನು ರದ್ದುಪಡಿಸಿದರು. 1995ರಲ್ಲಿ ಹರಿಯಾಣ ಜಿಲ್ಲಾ ಆಯುಕ್ತರಾಗಿ ರೋಹ್ಟಕ್ ನಗರದಲ್ಲಿ ಅವರು ಭೂ ಸ್ವಾಧೀನ ಅಕ್ರಮಗಳನ್ನು ತಡೆದರು. ಪರಿಣಾಮವಾಗಿ ಅವರನ್ನು ವರ್ಗಾವಣೆ ಮಾಡಲಾಯಿತು. 1996ರಲ್ಲಿ ಬಹಿರಂಗವಾದ ಒಪ್ಪಂದಗಳು ದೇಶದಾದ್ಯಂತ ಸುದ್ದಿ ಮಾಡಿದವು. ಖೇಮ್ಕಾ ಅವರು ಎಂದಿಗೂ ರಾಜಿ ಮಾಡಿಕೊಳ್ಳಲಿಲ್ಲ. ಅವರ ಪ್ರಾಮಾಣಿಕತೆ ಅವರನ್ನು ಅನೇಕ ಬಾರಿ ಸಂಕಷ್ಟಕ್ಕೆ ಸಿಲುಕಿಸಿತು, ಆದರೆ ಅವರು ಹಿಂದೆ ಸರಿಯಲಿಲ್ಲ. — [700, 899, 980, 984]
article2-col-a: ಮ್ಮ ದೇಶದ ಅಧಿಕಾರಶಾಹಿಯಲ್ಲಿ ಕೆಲವು ವ್ಯಕ್ತಿಗಳಿಗೆ ಸಮಾಜದಲ್ಲಿರುವ ದಮನಿತರ ಪರವಾಗಿ, ದಮನಿತರ ವಿರುದ್ಧ ಪ್ರಾಮಾಣಿಕವಾಗಿ ನಿಲ್ಲುವ ಛಲ ಇರುತ್ತದೆ. — [510, 915, 696, 950]
article2-col-b: ಭಾರತದ ಅಧಿಕಾರಶಾಹಿಗೆ 3 ವರ್ಗಗಳಿಗೆ ಸೇರಿರುತ್ತಾರೆ. ಪ್ರಾಮಾಣಿಕ ಮತ್ತು ಅಸಮರ್ಥರು, ಅಪ್ರಾಮಾಣಿಕ ಮತ್ತು ಸಮರ್ಥರು, ಪ್ರಾಮಾಣಿಕ ಮತ್ತು ಸಮರ್ಥರು. ಅಂತಹ ಪ್ರಾಮಾಣಿಕ ಮತ್ತು ಸಮರ್ಥ ವರ್ಗಕ್ಕೆ ಸೇರಿದ ಕೆಲವೇ ಅಧಿಕಾರಿಗಳಲ್ಲಿ ಅಶೋಕ್ ಖೇಮ್ಕಾ ಒಬ್ಬರು. ಹರಿಯಾಣ ಕೇಡರ್‌ನ ಐಎಎಸ್ ಅಧಿಕಾರಿಯಾಗಿದ್ದ ಅವರು ತಮ್ಮ 34 ವರ್ಷಗಳ ಸೇವೆಯಲ್ಲಿ 57 ಬಾರಿ ವರ್ಗಾವಣೆಗೊಂಡಿದ್ದಾರೆ. ಇದು ಭಾರತದ ಆಡಳಿತ ಇತಿಹಾಸದಲ್ಲೇ ಒಂದು ದಾಖಲೆ. ಅಶೋಕ್ ಖೇಮ್ಕಾ 1965ರ ಏಪ್ರಿಲ್ 30ರಂದು ಕೋಲ್ಕತಾದಲ್ಲಿ ಜನಿಸಿದರು. ಐಐಟಿ ಖರಗ್‌ಪುರದಿಂದ ಕಂಪ್ಯೂಟರ್ ಸೈನ್ಸ್‌ನಲ್ಲಿ ಪದವಿ ಪಡೆದ ಅವರು, ಟಾಟಾ ಇನ್‌ಸ್ಟಿಟ್ಯೂಟ್ ಆಫ್ ಫಂಡಮೆಂಟಲ್ ರಿಸರ್ಚ್‌ನಿಂದ ಪಿಎಚ್‌ಡಿ ಪಡೆದರು. ನಂತರ ಎಂಬಿಎ ಮತ್ತು ಕಾನೂನು ಪದವಿಯನ್ನೂ ಪಡೆದರು. 1991ರಲ್ಲಿ ಐಎಎಸ್ ಸೇವೆಗೆ ಸೇರಿದರು. — [416, 999, 694, 1096]
color-bar-orange — [260, 1574, 430, 1584]
article1-col-a: ತ್ತರ ಭಾರತ ಮತ್ತು ಮಧ್ಯ ಭಾರತದ ಅನೇಕ ಭಾಗಗಳಿಗೆ ಹರಡಿದ್ದ ಗೋರಕ್ಷಣೆ ವಿರೋಧಿ ಆಂದೋಲನ ದಿನದಿಂದ ದಿನಕ್ಕೆ ಪ್ರಬಲವಾಗುತ್ತಿದ್ದ ಬ್ರಿಟಿಷ್ ಆಡಳಿತದ ಬುಡವನ್ನೇ ಅಲುಗಾಡಿಸುವಷ್ಟರ ಮಟ್ಟಕ್ಕೆ ಬೆಳೆಯಿತು. ಇದರಿಂದಾಗಿ ಗೋಹತ್ಯೆ ಹಿಂದೂ ಮತ್ತು ಮುಸ್ಲಿಮರ ನಡುವಿನ ಸಂಘರ್ಷವಾಗಿ ರೂಪುಗೊಂಡಿತು. — [454, 151, 694, 199]
signature-line-1: ಇತಿ, — [1166, 1951, 1180, 1961]
author-name: • ಕೆ.ಎಸ್. ಶೈಲೇಶ್ ಹೊಳ್ಳ — [726, 218, 814, 229]
masthead — [0, 0, 1339, 75]
khemka-photo — [948, 1108, 1046, 1248]
color-bar-navy — [430, 1574, 850, 1584]
editorial-para-2: ಆರೋಗ್ಯ ಸಚಿವಾಲಯದ ಮಾಹಿತಿಯ ಪ್ರಕಾರ ಮುಖ್ಯವಾಗಿ ಕೇರಳ, ಮಹಾರಾಷ್ಟ್ರ ಮತ್ತು ದಿಲ್ಲಿಯಲ್ಲಿ ಕೋವಿಡ್ ಸೋಂಕಿತರ ಸಂಖ್ಯೆ ಏರಿಕೆ ಕಂಡಿದೆ. ಕೇರಳದಲ್ಲಿ ಕೋವಿಡ್ ಸೋಂಕಿತರ ಸಂಖ್ಯೆ 430ಕ್ಕೆ ಏರಿದ್ದರೆ, ಮಹಾರಾಷ್ಟ್ರದಲ್ಲಿ 209 ಮತ್ತು ದಿಲ್ಲಿಯಲ್ಲಿ 104 ಕೋವಿಡ್ ಕೇಸ್‌ಗಳು ಕಂಡುಬಂದಿವೆ. — [200, 257, 378, 317]
person-photo-4 — [728, 1652, 786, 1776]
gajagaja-para-3: ಇಂದಿನ ಸಮಾಜದಲ್ಲಿ ನಾವು ನೋಡುವ ಅನೇಕ ಘಟನೆಗಳಿಗೆ ಈ ಸುಭಾಷಿತ ಅನ್ವಯವಾಗುತ್ತದೆ. ಅಧಿಕಾರ, ಹಣ, ಸ್ಥಾನಮಾನ ಬಂದಾಕ್ಷಣ ಕೆಲವರ ವ್ಯಕ್ತಿತ್ವ ಬದಲಾದಂತೆ ಕಂಡರೂ ಒಳಗಿನ ಸ್ವಭಾವ ಬದಲಾಗುವುದಿಲ್ಲ. ಉತ್ತಮ ಗುಣಗಳುಳ್ಳವರು ಯಾವುದೇ ಪರಿಸ್ಥಿತಿಯಲ್ಲೂ ತಮ್ಮ ಘನತೆಯನ್ನು ಕಾಪಾಡಿಕೊಳ್ಳುತ್ತಾರೆ. ಆಪರೇಷನ್ ಸಿಂಧೂರ ಸಂದರ್ಭದಲ್ಲಿ ನಮ್ಮ ಯೋಧರು ತೋರಿದ ಪರಾಕ್ರಮ ಇದಕ್ಕೆ ಸಾಕ್ಷಿ. ಒಂದು ದೇಶದ ಸೈನ್ಯದ ಶಕ್ತಿ, ಅದರ ಸಂಸ್ಕೃತಿ ಮತ್ತು ಮೌಲ್ಯಗಳು ಅದರ ನಡವಳಿಕೆಯಲ್ಲಿ ಪ್ರತಿಫಲಿಸುತ್ತವೆ. ಅಹಂಕಾರವಿಲ್ಲದೆ, ಗಾಂಭೀರ್ಯದಿಂದ ಶತ್ರುವನ್ನು ಎದುರಿಸುವುದು ನಿಜವಾದ ಗಜಗುಣ. ಸುಭಾಷಿತಗಳು ಕಾಲಾತೀತವಾದ ಸತ್ಯಗಳನ್ನು ಸರಳವಾಗಿ ಹೇಳುತ್ತವೆ. — [38, 1347, 386, 1420]
divider — [697, 150, 698, 810]
color-bar-orange — [850, 1574, 1010, 1584]
signature-line-2: ಒಬ್ಬ ಸಾಮಾನ್ಯ ಭಾರತೀಯ ನಾಗರಿಕ — [1122, 1964, 1224, 1974]
author-email[interactable]: shyleshholla@gmail.com — [718, 252, 858, 269]
person-photo-1 — [552, 1652, 612, 1776]
article2-author-photo — [416, 914, 464, 998]
editorial-para-1: ವಿಡ್ ಮತ್ತೆ ಆತಂಕ ಸೃಷ್ಟಿಸುತ್ತಿರುವಂತಿದೆ. ವಿಶ್ವದ ಕೆಲವೆಡೆಗಳಲ್ಲಿ ಕಂಡುಬಂದ ಹೊಸ ಸ್ವರೂಪದ ಕೋವಿಡ್ ಸೋಂಕು ಈಗ ಭಾರತಕ್ಕೂ ಕಾಲಿಟ್ಟಿದೆ. ಮೇ ತಿಂಗಳ ಮೊದಲ ವಾರದಲ್ಲಿ ದೇಶದ ಸಕ್ರಿಯ ಪ್ರಕರಣಗಳ ಸಂಖ್ಯೆ ಕೆಲವೇ ಡಜನ್‌ಗಳಿದ್ದರೆ, ಇದೀಗ ಆ ಸಂಖ್ಯೆ ಸಾವಿರದ ಗಡಿಯನ್ನು ಸಮೀಪಿಸುತ್ತಿದೆ. — [150, 201, 378, 249]
shloka-sagara-badge: ಶ್ಲೋಕ ಸಾಗರ — [91, 1150, 179, 1174]
article2-subhead-1: ಪ್ರಥಮ ಬಂದಾಗ ರಂಗ ಭಂಗ — [416, 1520, 502, 1531]
article2-dropcap: ನ — [470, 903, 499, 963]
article2-col-c2: ಹರಿಯಾಣದ ಗುರುಗ್ರಾಮದಲ್ಲಿ ನಡೆದ ಭೂ ವ್ಯವಹಾರದ ಹಗರಣವನ್ನು ಬಯಲಿಗೆಳೆದದ್ದು ಖೇಮ್ಕಾ ಅವರ ವೃತ್ತಿಜೀವನದ ಅತ್ಯಂತ ಪ್ರಮುಖ ಘಟನೆ. 2012ರಲ್ಲಿ ಅವರು ಆ ಒಪ್ಪಂದದ ನೋಂದಣಿಯನ್ನು ರದ್ದುಪಡಿಸಿದರು. ಇದಾದ ಕೆಲವೇ ದಿನಗಳಲ್ಲಿ ಅವರನ್ನು ಮತ್ತೆ ವರ್ಗಾವಣೆ ಮಾಡಲಾಯಿತು. — [700, 1181, 940, 1229]
article3-pull-quote: ಹಿಂಸೆ ಪ್ರಚೋದಿಸುವ ನಿಲ್ಲಿಸಿ, ಭಯೋತ್ಪಾದನೆ ನಿರ್ಮೂಲನೆಗೊಳಿಸಿ. — [835, 1655, 1005, 1685]
logo-emblem-icon: ☀ — [84, 14, 110, 40]
article2-subhead-2: ರಾಬರ್ಟ್ ಹಗರಣ — [700, 1164, 756, 1175]
shloka-author-avatar — [70, 1228, 106, 1264]
author-card-tail — [758, 288, 786, 306]
virus-image — [54, 256, 194, 354]
divider — [697, 898, 698, 1538]
editorial-dropcap: ಕೋ — [54, 194, 122, 250]
divider — [398, 850, 399, 1568]
date-block — [1182, 26, 1302, 71]
